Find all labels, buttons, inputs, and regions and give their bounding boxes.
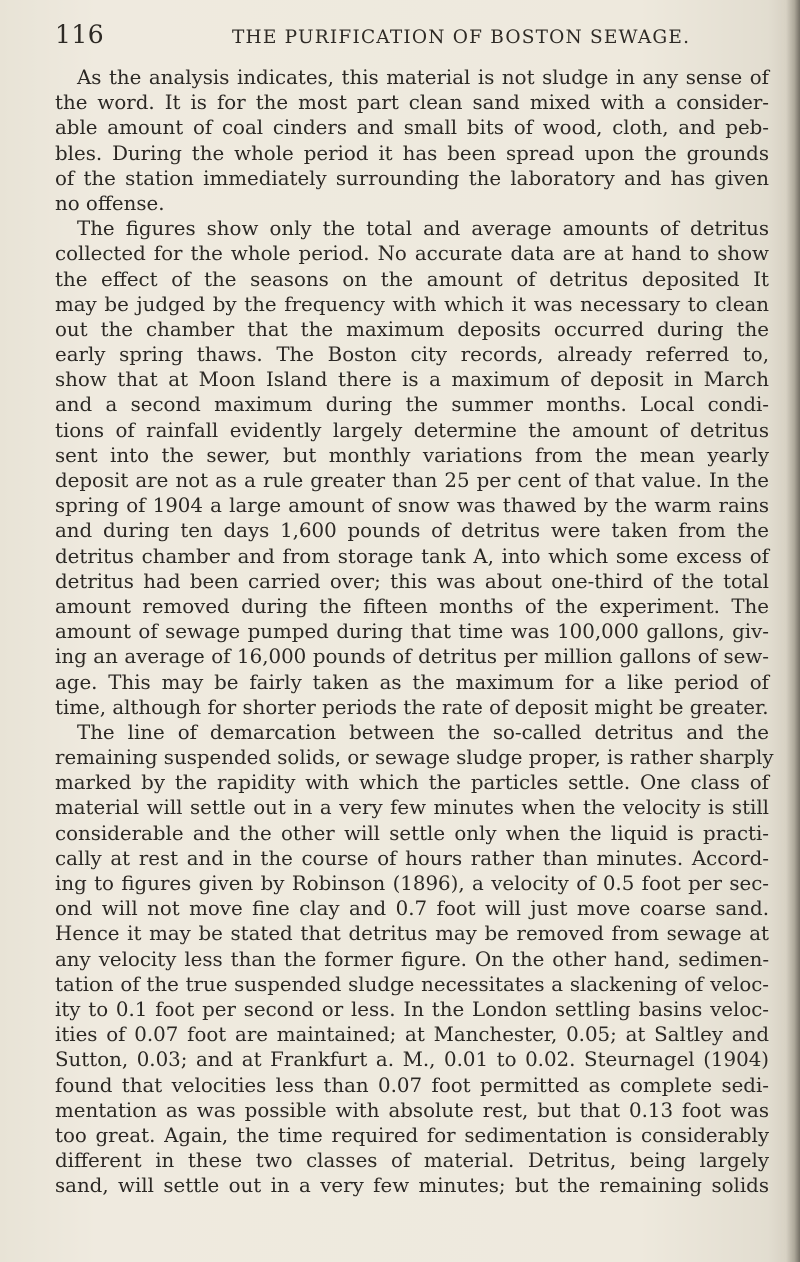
text-line: material will settle out in a very few minutes when the velocity is still: [55, 796, 769, 820]
page-edge-shadow: [786, 0, 800, 1262]
page-number: 116: [55, 20, 105, 49]
running-header: [55, 20, 755, 52]
text-line: spring of 1904 a large amount of snow was thawed by the warm rains: [55, 494, 769, 518]
text-line: detritus chamber and from storage tank A, into which some excess of: [55, 544, 769, 568]
text-line: tions of rainfall evidently largely determine the amount of detritus: [55, 418, 769, 442]
text-line: considerable and the other will settle only when the liquid is practi-: [55, 821, 769, 845]
text-line: ing an average of 16,000 pounds of detritus per million gallons of sew-: [55, 645, 769, 669]
text-line: able amount of coal cinders and small bits of wood, cloth, and peb-: [55, 116, 769, 140]
text-line: As the analysis indicates, this material is not sludge in any sense of: [77, 66, 769, 89]
text-line: ities of 0.07 foot are maintained; at Manchester, 0.05; at Saltley and: [55, 1023, 769, 1047]
text-line: of the station immediately surrounding the laboratory and has given: [55, 166, 769, 190]
text-line: and a second maximum during the summer months. Local condi-: [55, 393, 769, 417]
text-line: collected for the whole period. No accurate data are at hand to show: [55, 242, 769, 266]
text-line: amount removed during the fifteen months of the experiment. The: [55, 594, 769, 618]
text-line: found that velocities less than 0.07 foot permitted as complete sedi-: [55, 1073, 769, 1097]
text-line: remaining suspended solids, or sewage sludge proper, is rather sharply: [55, 746, 774, 770]
text-line: detritus had been carried over; this was about one-third of the total: [55, 569, 769, 593]
text-line: amount of sewage pumped during that time was 100,000 gallons, giv-: [55, 620, 769, 644]
text-line: ing to figures given by Robinson (1896), a velocity of 0.5 foot per sec-: [55, 872, 769, 895]
text-line: bles. During the whole period it has been spread upon the grounds: [55, 141, 769, 165]
text-line: time, although for shorter periods the rate of deposit might be greater.: [55, 695, 769, 719]
text-line: no offense.: [55, 191, 165, 215]
text-line: any velocity less than the former figure. On the other hand, sedimen-: [55, 947, 769, 971]
text-line: age. This may be fairly taken as the maximum for a like period of: [55, 670, 769, 694]
text-line: Hence it may be stated that detritus may be removed from sewage at: [55, 922, 769, 946]
text-line: sent into the sewer, but monthly variations from the mean yearly: [55, 443, 769, 467]
text-line: too great. Again, the time required for sedimentation is considerably: [55, 1123, 769, 1147]
text-line: Sutton, 0.03; and at Frankfurt a. M., 0.01 to 0.02. Steurnagel (1904): [55, 1048, 769, 1072]
text-line: ity to 0.1 foot per second or less. In the London settling basins veloc-: [55, 997, 769, 1021]
body-text: [55, 65, 774, 1198]
running-title: THE PURIFICATION OF BOSTON SEWAGE.: [232, 27, 691, 48]
text-line: The line of demarcation between the so-called detritus and the: [77, 720, 769, 744]
text-line: the word. It is for the most part clean sand mixed with a consider-: [55, 91, 769, 115]
text-line: and during ten days 1,600 pounds of detritus were taken from the: [55, 519, 769, 543]
text-line: cally at rest and in the course of hours rather than minutes. Accord-: [55, 846, 769, 870]
text-line: sand, will settle out in a very few minutes; but the remaining solids: [55, 1174, 769, 1198]
text-line: show that at Moon Island there is a maximum of deposit in March: [55, 368, 769, 392]
text-line: different in these two classes of material. Detritus, being largely: [55, 1149, 769, 1173]
text-line: tation of the true suspended sludge necessitates a slackening of veloc-: [55, 972, 769, 996]
text-line: may be judged by the frequency with which it was necessary to clean: [55, 292, 769, 316]
text-line: deposit are not as a rule greater than 25 per cent of that value. In the: [55, 469, 769, 492]
text-line: ond will not move fine clay and 0.7 foot will just move coarse sand.: [55, 897, 769, 921]
text-line: early spring thaws. The Boston city records, already referred to,: [55, 343, 769, 367]
text-line: out the chamber that the maximum deposits occurred during the: [55, 317, 769, 341]
text-line: The figures show only the total and average amounts of detritus: [77, 217, 769, 241]
text-line: mentation as was possible with absolute rest, but that 0.13 foot was: [55, 1098, 769, 1122]
text-line: marked by the rapidity with which the particles settle. One class of: [55, 771, 769, 795]
text-line: the effect of the seasons on the amount of detritus deposited It: [55, 267, 769, 291]
